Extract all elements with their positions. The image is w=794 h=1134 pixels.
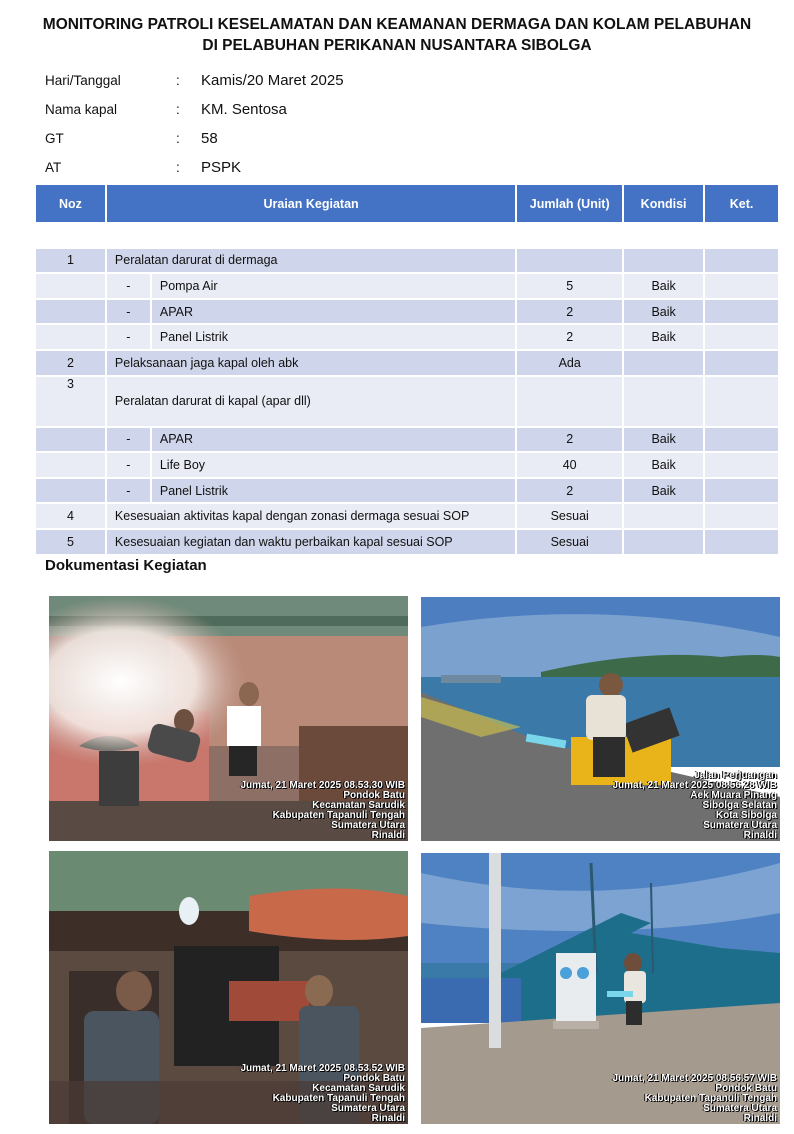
cell-ket — [704, 478, 779, 504]
stamp-line: Jumat, 21 Maret 2025 08.53.30 WIB — [240, 780, 405, 791]
meta-row-date — [45, 66, 344, 95]
cell-jumlah: 40 — [516, 452, 623, 478]
stamp-line: Kecamatan Sarudik — [312, 800, 405, 811]
stamp-line: Sumatera Utara — [331, 820, 405, 831]
stamp-line: Rinaldi — [743, 1113, 777, 1124]
stamp-line: Pondok Batu — [343, 790, 405, 801]
table-row — [36, 273, 779, 299]
meta-colon: : — [176, 160, 180, 175]
cell-ket — [704, 452, 779, 478]
activity-table — [36, 185, 780, 556]
cell-ket — [704, 299, 779, 325]
photo-stamp — [612, 1074, 777, 1124]
cell-no: 2 — [36, 350, 106, 376]
cell-ket — [704, 427, 779, 453]
header-ket: Ket. — [704, 185, 779, 222]
cell-jumlah: 2 — [516, 478, 623, 504]
meta-label: Nama kapal — [45, 102, 118, 117]
table-row — [36, 350, 779, 376]
cell-jumlah: 2 — [516, 324, 623, 350]
cell-no: 1 — [36, 248, 106, 274]
cell-kondisi — [623, 350, 704, 376]
header-uraian: Uraian Kegiatan — [106, 185, 516, 222]
cell-no — [36, 299, 106, 325]
cell-item: Kesesuaian aktivitas kapal dengan zonasi dermaga sesuai SOP — [106, 503, 516, 529]
stamp-line: Rinaldi — [371, 830, 405, 841]
meta-row-gt — [45, 124, 344, 153]
cell-no — [36, 427, 106, 453]
cell-dash: - — [106, 299, 151, 325]
stamp-line: Kecamatan Sarudik — [312, 1083, 405, 1094]
photo-stamp — [612, 771, 777, 841]
table-row — [36, 529, 779, 555]
cell-kondisi: Baik — [623, 273, 704, 299]
cell-ket — [704, 529, 779, 555]
cell-item: Kesesuaian kegiatan dan waktu perbaikan kapal sesuai SOP — [106, 529, 516, 555]
table-row — [36, 427, 779, 453]
table-row — [36, 452, 779, 478]
cell-dash: - — [106, 427, 151, 453]
stamp-line: Kabupaten Tapanuli Tengah — [272, 810, 405, 821]
header-kondisi: Kondisi — [623, 185, 704, 222]
cell-item: Pelaksanaan jaga kapal oleh abk — [106, 350, 516, 376]
table-row — [36, 376, 779, 427]
cell-jumlah — [516, 248, 623, 274]
stamp-line: Pondok Batu — [715, 1083, 777, 1094]
stamp-line: Jumat, 21 Maret 2025 08.56.57 WIB — [612, 1073, 777, 1084]
cell-no — [36, 324, 106, 350]
meta-colon: : — [176, 102, 180, 117]
cell-jumlah — [516, 376, 623, 427]
cell-ket — [704, 350, 779, 376]
meta-row-ship — [45, 95, 344, 124]
table-row — [36, 478, 779, 504]
photo-dock-panel — [421, 853, 780, 1124]
meta-row-at — [45, 153, 344, 182]
cell-kondisi: Baik — [623, 299, 704, 325]
header-jumlah: Jumlah (Unit) — [516, 185, 623, 222]
cell-item: Panel Listrik — [151, 478, 516, 504]
page-title — [20, 14, 774, 56]
meta-label: Hari/Tanggal — [45, 73, 121, 88]
cell-item: Life Boy — [151, 452, 516, 478]
stamp-line: Jumat, 21 Maret 2025 08.56.28 WIB — [612, 780, 777, 791]
meta-colon: : — [176, 73, 180, 88]
meta-label: GT — [45, 131, 64, 146]
stamp-line: Pondok Batu — [343, 1073, 405, 1084]
stamp-line: Jumat, 21 Maret 2025 08.53.52 WIB — [240, 1063, 405, 1074]
photo-ship-interior-2 — [49, 851, 408, 1124]
cell-ket — [704, 273, 779, 299]
table-row — [36, 248, 779, 274]
table-row — [36, 324, 779, 350]
cell-kondisi — [623, 503, 704, 529]
cell-item: APAR — [151, 427, 516, 453]
cell-jumlah: Ada — [516, 350, 623, 376]
documentation-heading: Dokumentasi Kegiatan — [45, 557, 207, 574]
meta-value-at: PSPK — [201, 159, 242, 176]
cell-no — [36, 273, 106, 299]
cell-item: Panel Listrik — [151, 324, 516, 350]
stamp-line: Kabupaten Tapanuli Tengah — [272, 1093, 405, 1104]
photo-ship-interior-1 — [49, 596, 408, 841]
table-header-row — [36, 185, 779, 222]
cell-ket — [704, 324, 779, 350]
meta-value-date: Kamis/20 Maret 2025 — [201, 72, 344, 89]
cell-jumlah: Sesuai — [516, 503, 623, 529]
meta-value-ship: KM. Sentosa — [201, 101, 287, 118]
photo-dock-pump — [421, 597, 780, 841]
cell-no: 4 — [36, 503, 106, 529]
header-no: Noz — [36, 185, 106, 222]
photo-stamp — [240, 781, 405, 841]
cell-kondisi: Baik — [623, 452, 704, 478]
stamp-line: Sumatera Utara — [703, 820, 777, 831]
cell-no — [36, 478, 106, 504]
cell-kondisi: Baik — [623, 478, 704, 504]
stamp-line: Sibolga Selatan — [702, 800, 777, 811]
photo-stamp — [240, 1064, 405, 1124]
cell-item: APAR — [151, 299, 516, 325]
meta-value-gt: 58 — [201, 130, 218, 147]
stamp-line: Sumatera Utara — [703, 1103, 777, 1114]
cell-jumlah: 2 — [516, 299, 623, 325]
cell-dash: - — [106, 452, 151, 478]
cell-item: Peralatan darurat di kapal (apar dll) — [106, 376, 516, 427]
cell-ket — [704, 503, 779, 529]
meta-info — [45, 66, 344, 182]
cell-kondisi: Baik — [623, 427, 704, 453]
cell-dash: - — [106, 478, 151, 504]
cell-kondisi: Baik — [623, 324, 704, 350]
stamp-line: Rinaldi — [743, 830, 777, 841]
cell-item: Peralatan darurat di dermaga — [106, 248, 516, 274]
cell-no: 5 — [36, 529, 106, 555]
table-row — [36, 503, 779, 529]
stamp-line: Kabupaten Tapanuli Tengah — [644, 1093, 777, 1104]
table-row — [36, 299, 779, 325]
cell-ket — [704, 248, 779, 274]
cell-kondisi — [623, 248, 704, 274]
cell-no — [36, 452, 106, 478]
meta-colon: : — [176, 131, 180, 146]
cell-kondisi — [623, 529, 704, 555]
stamp-line: Rinaldi — [371, 1113, 405, 1124]
cell-jumlah: Sesuai — [516, 529, 623, 555]
cell-kondisi — [623, 376, 704, 427]
stamp-line: Aek Muara Pinang — [690, 790, 777, 801]
title-line-2: DI PELABUHAN PERIKANAN NUSANTARA SIBOLGA — [202, 37, 592, 54]
stamp-line: Sumatera Utara — [331, 1103, 405, 1114]
cell-dash: - — [106, 273, 151, 299]
cell-jumlah: 5 — [516, 273, 623, 299]
cell-no: 3 — [36, 376, 106, 427]
stamp-line: Jalan Perjuangan — [694, 770, 777, 781]
stamp-line: Kota Sibolga — [715, 810, 777, 821]
meta-label: AT — [45, 160, 62, 175]
cell-item: Pompa Air — [151, 273, 516, 299]
cell-ket — [704, 376, 779, 427]
cell-dash: - — [106, 324, 151, 350]
cell-jumlah: 2 — [516, 427, 623, 453]
title-line-1: MONITORING PATROLI KESELAMATAN DAN KEAMANAN DERMAGA DAN KOLAM PELABUHAN — [42, 16, 752, 33]
